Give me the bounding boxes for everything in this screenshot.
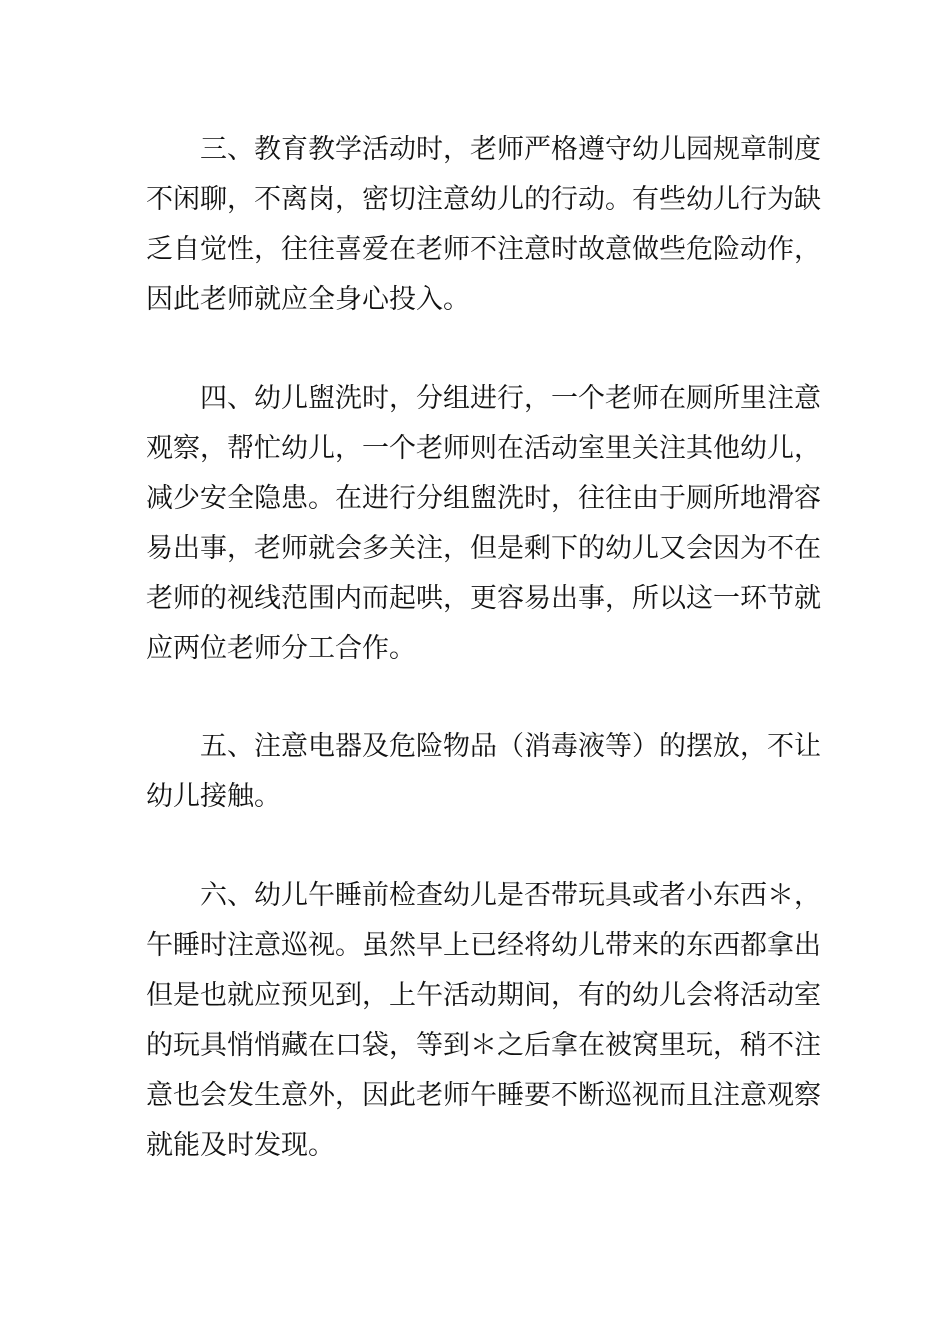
paragraph-5-line-2: 幼儿接触。: [146, 781, 281, 812]
paragraph-4-line-4: 易出事，老师就会多关注，但是剩下的幼儿又会因为不在: [146, 533, 821, 564]
paragraph-3-line-3: 乏自觉性，往往喜爱在老师不注意时故意做些危险动作，: [146, 234, 821, 265]
paragraph-4-line-1: 四、幼儿盥洗时，分组进行，一个老师在厕所里注意: [200, 383, 821, 414]
paragraph-3-line-2: 不闲聊，不离岗，密切注意幼儿的行动。有些幼儿行为缺: [146, 184, 821, 215]
paragraph-3-line-1: 三、教育教学活动时，老师严格遵守幼儿园规章制度: [200, 134, 821, 165]
paragraph-4-line-3: 减少安全隐患。在进行分组盥洗时，往往由于厕所地滑容: [146, 483, 821, 514]
paragraph-6-line-2: 午睡时注意巡视。虽然早上已经将幼儿带来的东西都拿出: [146, 930, 821, 961]
paragraph-6-line-1: 六、幼儿午睡前检查幼儿是否带玩具或者小东西＊，: [200, 880, 821, 911]
paragraph-4-line-2: 观察，帮忙幼儿，一个老师则在活动室里关注其他幼儿，: [146, 433, 821, 464]
paragraph-6-line-3: 但是也就应预见到，上午活动期间，有的幼儿会将活动室: [146, 980, 821, 1011]
paragraph-4-line-5: 老师的视线范围内而起哄，更容易出事，所以这一环节就: [146, 583, 821, 614]
paragraph-4-line-6: 应两位老师分工合作。: [146, 633, 416, 664]
paragraph-6-line-5: 意也会发生意外，因此老师午睡要不断巡视而且注意观察: [146, 1080, 821, 1111]
paragraph-5-line-1: 五、注意电器及危险物品（消毒液等）的摆放，不让: [200, 731, 821, 762]
paragraph-6-line-6: 就能及时发现。: [146, 1130, 335, 1161]
paragraph-3-line-4: 因此老师就应全身心投入。: [146, 284, 470, 315]
paragraph-6-line-4: 的玩具悄悄藏在口袋，等到＊之后拿在被窝里玩，稍不注: [146, 1030, 821, 1061]
